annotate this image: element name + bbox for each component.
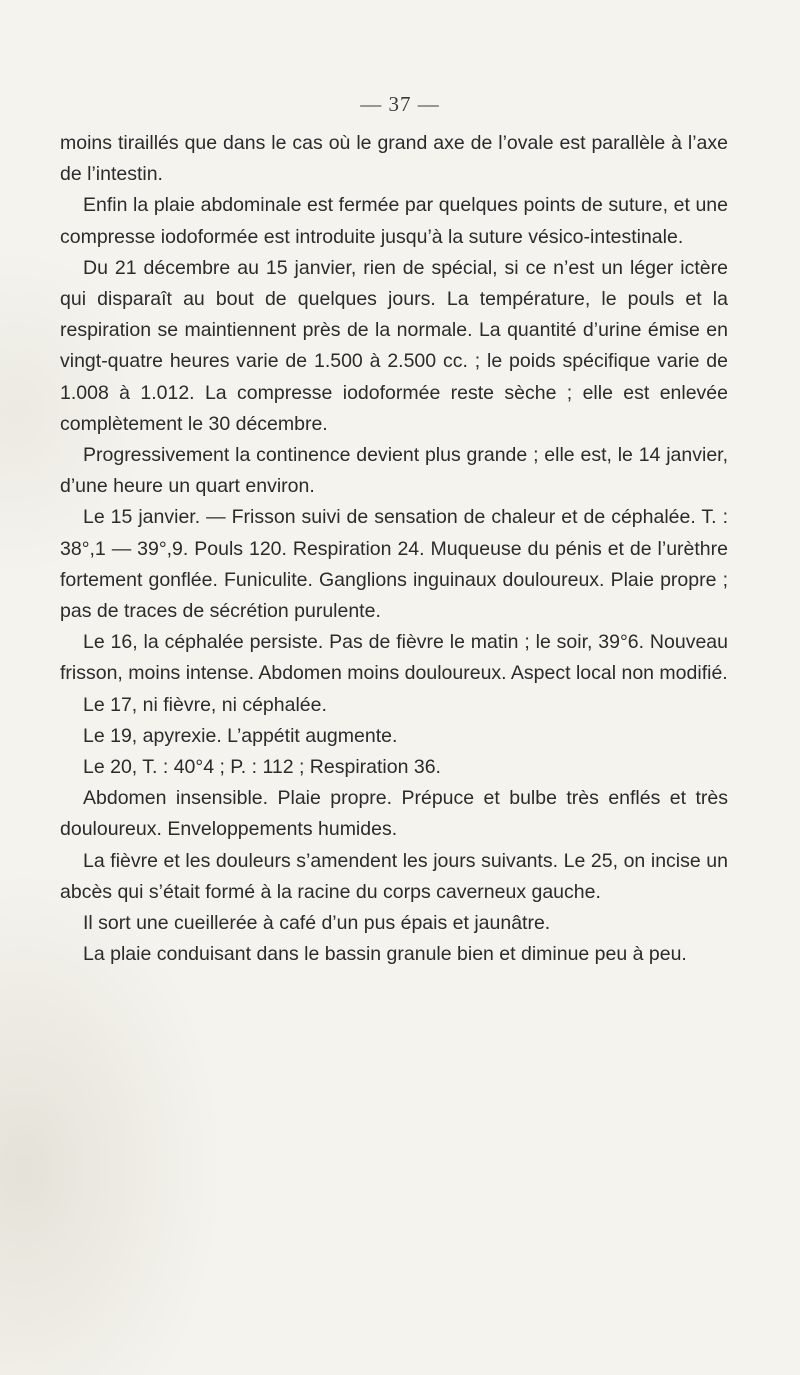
paragraph: Abdomen insensible. Plaie propre. Prépuce et bulbe très enflés et très douloureux. Enveloppements humides.	[60, 787, 728, 841]
paragraph: Le 19, apyrexie. L’appétit augmente.	[83, 724, 398, 747]
paragraph: Il sort une cueillerée à café d’un pus épais et jaunâtre.	[83, 912, 551, 935]
paragraph: moins tiraillés que dans le cas où le grand axe de l’ovale est parallèle à l’axe de l’intestin.	[60, 132, 728, 186]
paragraph: Le 20, T. : 40°4 ; P. : 112 ; Respiration 36.	[83, 756, 441, 779]
paragraph: La fièvre et les douleurs s’amendent les jours suivants. Le 25, on incise un abcès qui s’était formé à la racine du corps caverneux gauche.	[60, 849, 728, 903]
paragraph: La plaie conduisant dans le bassin granule bien et diminue peu à peu.	[83, 943, 687, 966]
body-text	[60, 128, 728, 970]
paragraph: Le 16, la céphalée persiste. Pas de fièvre le matin ; le soir, 39°6. Nouveau frisson, moins intense. Abdomen moins douloureux. Aspect local non modifié.	[60, 631, 728, 685]
page-number: — 37 —	[360, 92, 440, 116]
paragraph: Le 17, ni fièvre, ni céphalée.	[83, 693, 327, 716]
paragraph: Du 21 décembre au 15 janvier, rien de spécial, si ce n’est un léger ictère qui disparaît au bout de quelques jours. La température, le pouls et la respiration se maintiennent près de la normale. La quantité d’urine émise en vingt-quatre heures varie de 1.500 à 2.500 cc. ; le poids spécifique varie de 1.008 à 1.012. La compresse iodoformée reste sèche ; elle est enlevée complètement le 30 décembre.	[60, 256, 728, 435]
paragraph: Le 15 janvier. — Frisson suivi de sensation de chaleur et de céphalée. T. : 38°,1 — 39°,9. Pouls 120. Respiration 24. Muqueuse du pénis et de l’urèthre fortement gonflée. Funiculite. Ganglions inguinaux douloureux. Plaie propre ; pas de traces de sécrétion purulente.	[60, 506, 728, 623]
paragraph: Enfin la plaie abdominale est fermée par quelques points de suture, et une compresse iodoformée est introduite jusqu’à la suture vésico-intestinale.	[60, 194, 728, 248]
paragraph: Progressivement la continence devient plus grande ; elle est, le 14 janvier, d’une heure un quart environ.	[60, 444, 728, 498]
